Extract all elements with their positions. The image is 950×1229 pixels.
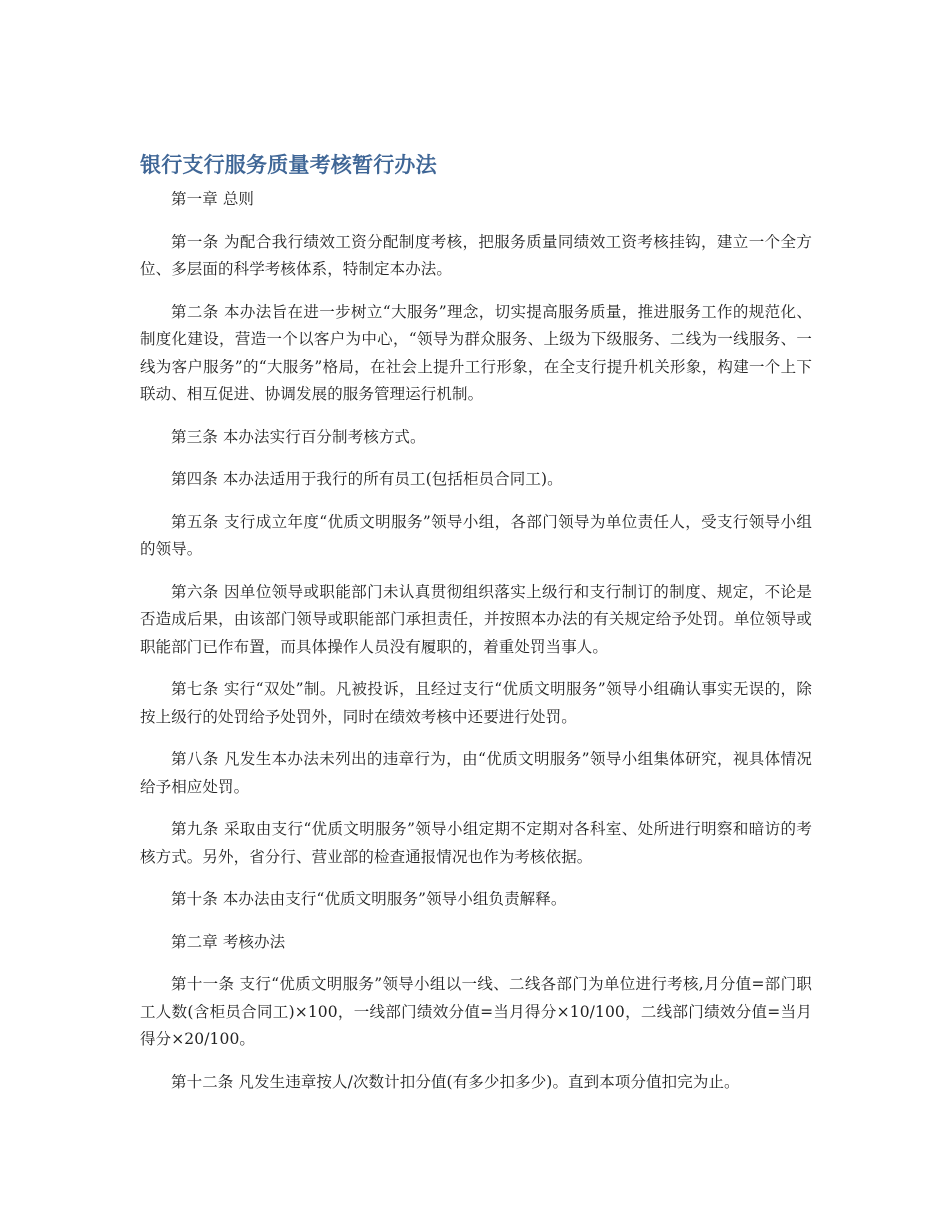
chapter-heading: 第二章 考核办法 <box>171 932 286 951</box>
document-page <box>140 150 812 1111</box>
document-title: 银行支行服务质量考核暂行办法 <box>140 153 437 177</box>
article-paragraph: 第一条 为配合我行绩效工资分配制度考核，把服务质量同绩效工资考核挂钩，建立一个全方位、多层面的科学考核体系，特制定本办法。 <box>140 232 812 278</box>
article-paragraph: 第十二条 凡发生违章按人/次数计扣分值(有多少扣多少)。直到本项分值扣完为止。 <box>171 1072 740 1091</box>
chapter-heading: 第一章 总则 <box>171 190 255 208</box>
article-paragraph: 第五条 支行成立年度“优质文明服务”领导小组，各部门领导为单位责任人，受支行领导小组的领导。 <box>140 512 812 558</box>
article-paragraph: 第二条 本办法旨在进一步树立“大服务”理念，切实提高服务质量，推进服务工作的规范化、制度化建设，营造一个以客户为中心，“领导为群众服务、上级为下级服务、二线为一线服务、一线为客户服务”的“大服务”格局，在社会上提升工行形象，在全支行提升机关形象，构建一个上下联动、相互促进、协调发展的服务管理运行机制。 <box>140 302 812 403</box>
article-paragraph: 第十条 本办法由支行“优质文明服务”领导小组负责解释。 <box>171 890 567 908</box>
article-paragraph: 第四条 本办法适用于我行的所有员工(包括柜员合同工)。 <box>171 470 563 488</box>
article-paragraph: 第九条 采取由支行“优质文明服务”领导小组定期不定期对各科室、处所进行明察和暗访的考核方式。另外，省分行、营业部的检查通报情况也作为考核依据。 <box>140 820 812 866</box>
article-paragraph: 第三条 本办法实行百分制考核方式。 <box>171 427 426 446</box>
article-paragraph: 第六条 因单位领导或职能部门未认真贯彻组织落实上级行和支行制订的制度、规定，不论是否造成后果，由该部门领导或职能部门承担责任，并按照本办法的有关规定给予处罚。单位领导或职能部门已作布置，而具体操作人员没有履职的，着重处罚当事人。 <box>140 582 812 656</box>
article-paragraph: 第七条 实行“双处”制。凡被投诉，且经过支行“优质文明服务”领导小组确认事实无误的，除按上级行的处罚给予处罚外，同时在绩效考核中还要进行处罚。 <box>140 680 812 726</box>
article-paragraph: 第十一条 支行“优质文明服务”领导小组以一线、二线各部门为单位进行考核,月分值=部门职工人数(含柜员合同工)×100，一线部门绩效分值=当月得分×10/100，二线部门绩效分值=当月得分×20/100。 <box>140 975 812 1048</box>
article-paragraph: 第八条 凡发生本办法未列出的违章行为，由“优质文明服务”领导小组集体研究，视具体情况给予相应处罚。 <box>140 750 812 796</box>
